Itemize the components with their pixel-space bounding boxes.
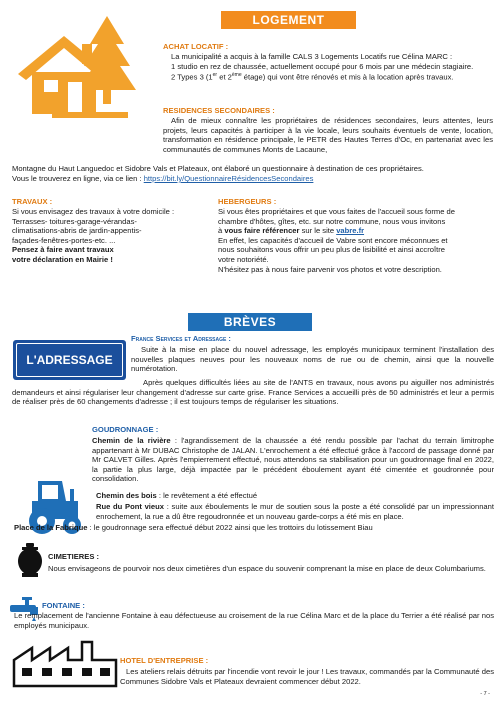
- logement-banner: LOGEMENT: [221, 11, 356, 29]
- achat-p3: 2 Types 3 (1er et 2ème étage) qui vont être rénovés et mis à la location après travaux.: [171, 72, 454, 82]
- travaux-title: TRAVAUX :: [12, 197, 53, 206]
- urn-icon: [16, 543, 44, 577]
- vabre-link[interactable]: vabre.fr: [336, 226, 365, 236]
- goudronnage-r3: Rue du Pont vieux : suite aux éboulements le mur de soutien sous la poste a été consolidé par un impressionnant enrochement, la rue a dû être regoudronnée et un nouveau garde-corps a été mis en place.: [96, 502, 494, 521]
- cimetieres-body: Nous envisageons de pourvoir nos deux cimetières d'un espace du souvenir comprenant la mise en place de deux Columbariums.: [48, 564, 486, 573]
- adressage-sign-text: L'ADRESSAGE: [26, 353, 113, 367]
- cimetieres-title: CIMETIERES :: [48, 552, 100, 561]
- adressage-p2: Après quelques difficultés liées au site de l'ANTS en travaux, nous avons pu aiguiller nos administrés demandeurs et ainsi régulariser leur changement d'adresse sur carte grise. France Services a accueilli près de 50 administrés et leur a permis de réaliser près de 60 changements d'adresse ; il est toujours temps de régulariser les situations.: [12, 378, 494, 407]
- adressage-title: France Services et Adressage :: [131, 334, 231, 343]
- questionnaire-link[interactable]: https://bit.ly/QuestionnaireRésidencesSecondaires: [143, 174, 314, 183]
- goudronnage-title: GOUDRONNAGE :: [92, 425, 159, 434]
- residences-title: RESIDENCES SECONDAIRES :: [163, 106, 275, 115]
- goudronnage-r4: Place de la Fabrique : le goudronnage sera effectué début 2022 ainsi que les trottoirs du lotissement Biau: [14, 523, 373, 532]
- fontaine-title: FONTAINE :: [42, 601, 85, 610]
- breves-banner: BRÈVES: [188, 313, 312, 331]
- goudronnage-r1: Chemin de la rivière : l'agrandissement de la chaussée a été rendu possible par l'achat du terrain limitrophe appartenant à Mr DUBAC Christophe de JALAN. L'enrochement a été effectué grâce à l'accord de passage donné par Mr CALVET Gilles. Après l'empierrement effectué, nous attendons sa stabilisation pour un goudronnage final en 2022, la partie la plus large, déjà impactée par le précédent éboulement ayant été cimentée et goudronnée pour consolidation.: [92, 436, 495, 484]
- residences-link-line: Vous le trouverez en ligne, via ce lien : https://bit.ly/QuestionnaireRésidencesSecondaires: [12, 174, 314, 183]
- page-number: - 7 -: [480, 691, 490, 697]
- achat-p1: La municipalité a acquis à la famille CALS 3 Logements Locatifs rue Célina MARC :: [171, 52, 453, 61]
- residences-cont: Montagne du Haut Languedoc et Sidobre Vals et Plateaux, ont élaboré un questionnaire à destination de ces propriétaires.: [12, 164, 424, 173]
- hebergeurs-body: Si vous êtes propriétaires et que vous faites de l'accueil sous forme de chambre d'hôtes, gîtes, etc. sur notre commune, nous vous invitons à vous faire référencer sur le site vabre.fr En effet, les capacités d'accueil de Vabre sont encore méconnues et nous souhaitons vous offrir un peu plus de lisibilité et ainsi accroître votre notoriété. N'hésitez pas à nous faire parvenir vos photos et votre description.: [218, 207, 455, 274]
- adressage-p1: Suite à la mise en place du nouvel adressage, les employés municipaux terminent l'installation des nouvelles plaques neuves pour les nouveaux noms de rue ou de chemin, ainsi que la nouvelle numérotation.: [131, 345, 494, 374]
- adressage-sign: [13, 340, 126, 380]
- goudronnage-r2: Chemin des bois : le revêtement a été effectué: [96, 491, 258, 500]
- achat-p2: 1 studio en rez de chaussée, actuellement occupé pour 6 mois par une médecin stagiaire.: [171, 61, 474, 71]
- achat-locatif-body: [163, 52, 493, 82]
- factory-icon: [12, 640, 118, 688]
- fontaine-body: Le remplacement de l'ancienne Fontaine à eau défectueuse au croisement de la rue Célina Marc et de la place du Terrier a été réalisé par nos employés municipaux.: [14, 611, 494, 630]
- house-icon: [12, 8, 152, 123]
- achat-locatif-title: ACHAT LOCATIF :: [163, 42, 229, 51]
- hebergeurs-title: HEBERGEURS :: [218, 197, 277, 206]
- hotel-body: Les ateliers relais détruits par l'incendie vont revoir le jour ! Les travaux, commandés par la Communauté des Communes Sidobre Vals et Plateaux devraient commencer début 2022.: [120, 667, 494, 686]
- residences-body: Afin de mieux connaître les propriétaires de résidences secondaires, leurs attentes, leurs projets, leurs capacités à participer à la vie locale, leurs souhaits éventuels de vente, location, transformation en résidence principale, le PETR des Hautes Terres d'Oc, en partenariat avec les communautés de communes Monts de Lacaune,: [163, 116, 493, 154]
- travaux-body: Si vous envisagez des travaux à votre domicile : Terrasses- toitures-garage-vérandas- climatisations-abris de jardin-appentis- façades-fenêtres-portes-etc. ... Pensez à faire avant travaux votre déclaration en Mairie !: [12, 207, 175, 264]
- hotel-title: HOTEL D'ENTREPRISE :: [120, 656, 209, 665]
